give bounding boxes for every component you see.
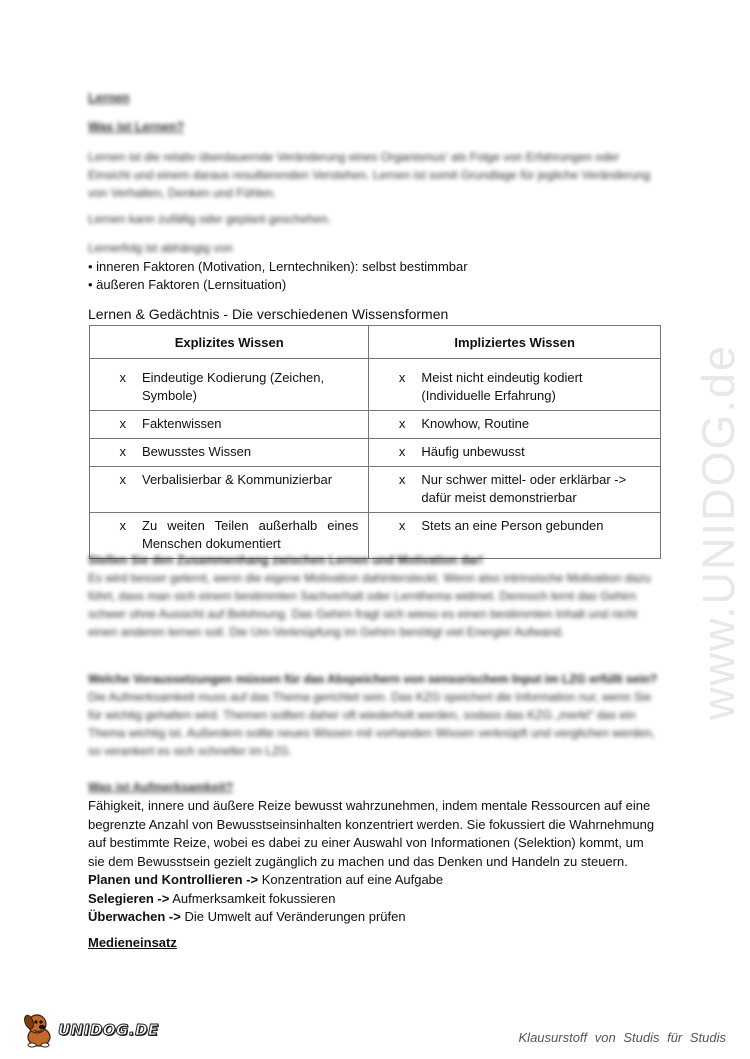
table-cell: Faktenwissen [142,416,222,431]
medieneinsatz-heading: Medieneinsatz [88,935,177,950]
row-marker: x [398,370,406,385]
row-marker: x [119,416,126,431]
function-term: Überwachen -> [88,909,181,924]
definition-paragraph: Lernen ist die relativ überdauernde Veränderung eines Organismus' als Folge von Erfahrungen oder Einsicht und einem daraus resultierenden Verstehen. Lernen ist somit Grundlage für jegliche Veränderung von Verhalten, Denken und Fühlen. [88,150,651,200]
question-motivation-title: Stellen Sie den Zusammenhang zwischen Lernen und Motivation dar! [88,553,484,567]
table-cell: Knowhow, Routine [421,416,530,431]
bullet-item: • inneren Faktoren (Motivation, Lerntechniken): selbst bestimmbar [88,259,468,274]
table-row [90,365,661,411]
footer-tagline: Klausurstoff von Studis für Studis [518,1030,726,1045]
row-marker: x [119,472,126,487]
table-cell: Meist nicht eindeutig kodiert (Individuelle Erfahrung) [421,370,583,403]
section-heading-lernen: Lernen [88,91,130,105]
table-cell: Bewusstes Wissen [142,444,252,459]
paragraph-lernerfolg: Lernerfolg ist abhängig von [88,241,233,255]
table-cell: Häufig unbewusst [421,444,525,459]
table-cell: Verbalisierbar & Kommunizierbar [142,472,333,487]
attention-function-item [88,871,660,890]
table-cell: Nur schwer mittel- oder erklärbar -> dafür meist demonstrierbar [421,472,627,505]
table-row [90,439,661,467]
function-term: Planen und Kontrollieren -> [88,872,259,887]
question-lzg [88,670,658,760]
function-description: Konzentration auf eine Aufgabe [258,872,444,887]
function-description: Die Umwelt auf Veränderungen prüfen [180,909,406,924]
table-cell: Zu weiten Teilen außerhalb eines Menschen dokumentiert [142,518,359,551]
wissensformen-title: Lernen & Gedächtnis - Die verschiedenen Wissensformen [88,306,449,322]
table-row [90,411,661,439]
aufmerksamkeit-answer [88,797,660,927]
function-description: Aufmerksamkeit fokussieren [169,890,336,906]
dog-mascot-icon [22,1012,56,1048]
question-aufmerksamkeit-title: Was ist Aufmerksamkeit? [88,780,234,794]
table-header-impliziert: Impliziertes Wissen [369,326,661,359]
unidog-logo[interactable] [22,1012,159,1048]
question-motivation [88,551,658,641]
table-cell: Eindeutige Kodierung (Zeichen, Symbole) [142,370,325,403]
lernerfolg-bullet-list [88,258,468,294]
logo-text: UNIDOG.DE [58,1021,159,1039]
question-lzg-answer: Die Aufmerksamkeit muss auf das Thema gerichtet sein. Das KZG speichert die Information nur, wenn Sie für wichtig gehalten wird. Themen sollten daher oft wiederholt werden, sodass das KZG „merkt" das ein Thema wichtig ist. Außerdem sollte neues Wissen mit vorhanden Wissen verknüpft und verglichen werden, so verankert es sich schneller im LZG. [88,690,655,758]
function-term: Selegieren -> [88,890,170,906]
attention-function-item [88,908,660,927]
row-marker: x [398,518,406,533]
row-marker: x [398,472,406,487]
row-marker: x [119,518,126,533]
table-row [90,467,661,513]
row-marker: x [398,444,406,459]
paragraph-zufaellig: Lernen kann zufällig oder geplant geschehen. [88,212,331,226]
table-header-explizit: Explizites Wissen [90,326,369,359]
row-marker: x [119,370,126,385]
attention-function-item [88,890,660,909]
aufmerksamkeit-definition: Fähigkeit, innere und äußere Reize bewusst wahrzunehmen, indem mentale Ressourcen auf eine begrenzte Anzahl von Bewusstseinsinhalten konzentriert werden. Sie fokussiert die Wahrnehmung auf bestimmte Reize, wobei es dabei zu einer Auswahl von Informationen (Selektion) kommt, um sie dem Bewusstsein gezielt zugänglich zu machen und das Denken und Handeln zu steuern. [88,798,655,869]
row-marker: x [398,416,406,431]
bullet-item: • äußeren Faktoren (Lernsituation) [88,277,287,292]
unidog-watermark: www.UNIDOG.de [693,343,744,720]
wissensformen-table [89,325,661,559]
table-cell: Stets an eine Person gebunden [421,518,604,533]
question-lzg-title: Welche Voraussetzungen müssen für das Abspeichern von sensorischem Input im LZG erfüllt sein? [88,672,658,686]
row-marker: x [119,444,126,459]
question-motivation-answer: Es wird besser gelernt, wenn die eigene Motivation dahintersteckt. Wenn also intrinsische Motivation dazu führt, dass man sich einem bestimmten Sachverhalt oder Lernthema widmet. Dennoch lernt das Gehirn schwer ohne Aussicht auf Belohnung. Das Gehirn fragt sich wieso es einen bestimmten Inhalt und nicht einen anderen lernen soll. Die Um-Verknüpfung im Gehirn benötigt viel Energie/ Aufwand. [88,571,651,639]
question-heading-was-ist-lernen: Was ist Lernen? [88,120,185,134]
